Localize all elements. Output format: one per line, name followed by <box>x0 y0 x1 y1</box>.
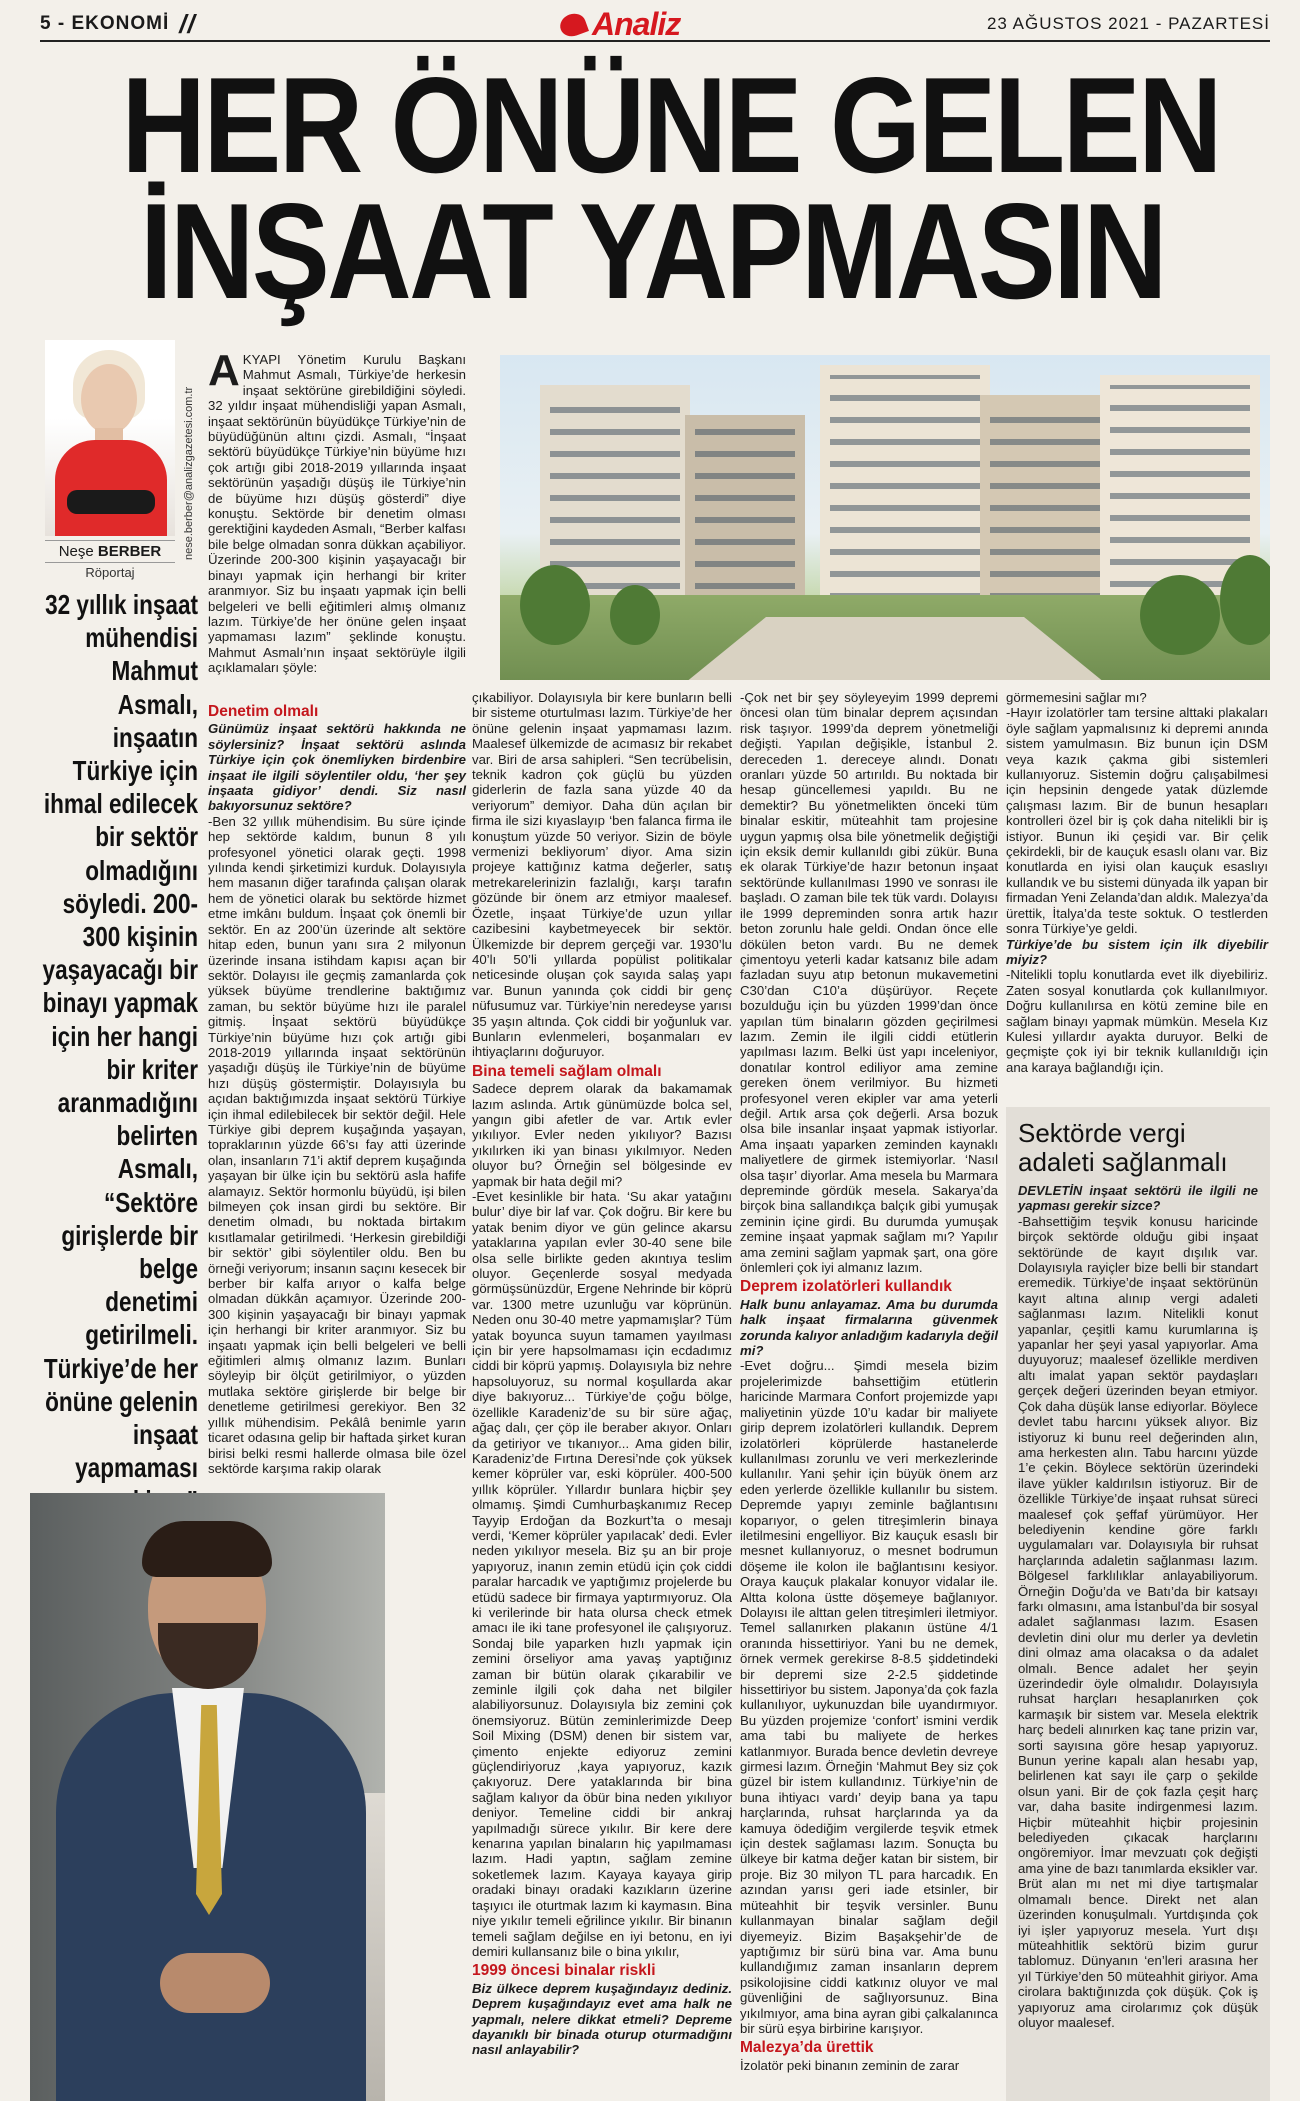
col2-paragraph-2: Sadece deprem olarak da bakamamak lazım aslında. Artık günümüzde bolca sel, yangın gibi afetler de var. Artık evler yıkılıyor. Evler neden yıkılıyor? Bazısı yıkılırken iki yan binası yıkılmıyor. Neden oluyor bu? Örneğin sel bölgesinde ev yapmak bir hata değil mi? <box>472 1081 732 1189</box>
sidebar-answer: -Bahsettiğim teşvik konusu haricinde birçok sektörde olduğu gibi inşaat sektöründe de kayıt dışılık var. Dolayısıyla rayiçler bize belli bir standart eremedik. Türkiye’de inşaat sektörünün kayıt altına alınıp vergi adaleti sağlanması lazım. Nitelikli konut yapanlar, çeşitli kamu kurumlarına iş yapanlar her şeyi yasal yapıyorlar. Ama duyuyoruz; maalesef özellikle merdiven altı imalat yapan sektör paydaşları gerçek değeri üzerinden beyan etmiyor. Çok daha düşük lanse ediyorlar. Böylece devlet tabu harcını yüksek alıyor. Biz istiyoruz ki bunu reel değerinden alın, ama herkesten alın. Tabu harcını yüzde 1’e çekin. Böylece sektörün üzerindeki ilave yükler kaldırılsın istiyoruz. Bir de özellikle Türkiye’de inşaat ruhsat süreci maalesef çok şeffaf yürümüyor. Her belediyenin kendine göre farklı uygulamaları var. Dolayısıyla bir ruhsat harçlarında adaletin sağlanması lazım. Bölgesel farklılıklar anlayabiliyorum. Örneğin Doğu’da ve Batı’da bir katsayı farkı olmasını, ama İstanbul’da bir sosyal adalet sağlanması lazım. Esasen devletin dini olur mu derler ya devletin dini olmaz ama olacaksa o da adalet olmalı. Bence adalet her şeyin üzerindedir öyle olmalıdır. Dolayısıyla ruhsat harçları hesaplanırken çok karmaşık bir sistem var. Mesela elektrik harç bedeli alınırken kaç tane prizin var, sorti sayısına göre hesap yapıyoruz. Bunun yerine kapalı alan hesabı yap, belirlenen kat sayı ile çarp o şekilde olsun yani. Bir de çok fazla çeşit harç var, daha basite indirgenmesi lazım. Hiçbir müteahhit hiçbir projesinin belediyeden çıkacak harçlarını ongöremiyor. İmar mevzuatı çok değişti ama yine de bazı tanımlarda eksikler var. Brüt alan mı net mi diye tartışmalar olmamalı bence. Direkt net alan üzerinden konuşulmalı. Yurtdışında çok iyi işler yapıyoruz mesela. Yurt dışı müteahhitlik sektörü bizim gurur tablomuz. Dünyanın ‘en’leri arasına her yıl Türkiye’den 50 müteahhit giriyor. Ama cirolara baktığınızda çok düşük. Çok iş yapıyoruz ama cirolarımız çok düşük oluyor maalesef. <box>1018 1213 1258 2030</box>
col2-paragraph-1: çıkabiliyor. Dolayısıyla bir kere bunların belli bir sisteme oturtulması lazım. Türkiye’de her önüne gelenin inşaat yapmaması lazım. Maalesef ülkemizde de acımasız bir rekabet var. Biri de arsa sahipleri. “Sen tecrübelisin, teknik kadron çok güçlü bu yüzden giderlerin de fazla sana yüzde 40 da veriyorum” demiyor. Daha dün açılan bir firma ile sizi kıyaslayıp ‘ben falanca firma ile konuştum yüzde 50 veriyor. Sizin de böyle vermenizi bekliyorum’ diyor. Ama sizin projeye kattığınız katma değerler, satış metrekarelerinizin fazlalığı, karşı tarafın gözünde bir önem arz etmiyor maalesef. Özetle, inşaat Türkiye’de uzun yıllar cazibesini kaybetmeyecek bir sektör. Ülkemizde bir deprem gerçeği var. 1930’lu 40’lı 50’li yıllarda popülist politikalar neticesinde oluşan çok sayıda salaş yapı var. Bunun yanında çok ciddi bir genç nüfusumuz var. Türkiye’nin neredeyse yarısı 35 yaşın altında. Çok ciddi bir yoğunluk var. Bunların evlenmeleri, boşanmaları ev ihtiyaçlarını doğuruyor. <box>472 690 732 1060</box>
subhead-bina-temeli: Bina temeli sağlam olmalı <box>472 1062 662 1080</box>
reporter-email: nese.berber@analizgazetesi.com.tr <box>183 386 195 560</box>
spot-quote: 32 yıllık inşaat mühendisi Mahmut Asmalı, inşaatın Türkiye için ihmal edilecek bir sektör olmadığını söyledi. 200-300 kişinin yaşayacağı bir binayı yapmak için her hangi bir kriter aranmadığını belirten Asmalı, “Sektöre girişlerde bir belge denetimi getirilmeli. Türkiye’de her önüne gelenin inşaat yapmaması <box>42 589 198 1484</box>
section-name: 5 - EKONOMİ <box>40 13 170 34</box>
column-3 <box>740 690 998 2073</box>
col3-paragraph-3: İzolatör peki binanın zeminin de zarar <box>740 2057 960 2073</box>
subhead-1999: 1999 öncesi binalar riskli <box>472 1962 656 1980</box>
project-rendering-image <box>500 355 1270 680</box>
reporter-first-name: Neşe <box>58 543 94 560</box>
answer-1: -Ben 32 yıllık mühendisim. Bu süre içinde hep sektörde kaldım, bunun 8 yılı profesyonel yönetici olarak geçti. 1998 yılında kendi şirketimizi kurduk. Dolayısıyla hem masanın diğer tarafında çalışan olarak hem de yönetici olarak bu sektörde hizmet etme imkânı buldum. İnşaat çok önemli bir sektör. En az 200’ün üzerinde alt sektöre hitap eden, bunun yanı sıra 2 milyonun üzerinde insana istihdam kapısı açan bir sektör. Dolayısı ile geçmiş zamanlarda çok yüksek büyüme trendlerine baktığımız zaman, bu sektör büyüme hızı ile paralel gitmiş. İnşaat sektörü büyüdükçe Türkiye’nin büyüme hızı çok artığı gibi 2018-2019 yıllarında inşaat sektörünün yaşadığı düşüş ile Türkiye’nin de büyüme hızı düşüş göstermiştir. Dolayısıyla bu açıdan baktığımızda inşaat sektörü Türkiye için ihmal edilebilecek bir sektör değil. Hele Türkiye gibi deprem kuşağında yaşayan, topraklarının yüzde 66’sı fay atti üzerinde olan, insanların 71’i aktif deprem kuşağında yaşayan bir ülke için bu sektörü asla hafife alamayız. Sektör hormonlu büyüdü, işi bilen bilmeyen çok insan girdi bu sektöre. Bir denetim olmadı, bu noktada birtakım kısıtlamalar getirilmedi. ‘Herkesin girebildiği bir sektör’ gibi söylentiler oldu. Ben bu örneği veriyorum; insanın saçını kesecek bir berber bir kalfa arıyor o kalfa belge olmadan dükkân açamıyor. Üzerinde 200-300 kişinin yaşayacağı bir binayı yapmak için herhangi bir kriter aranmıyor. Siz bu inşaatı yapmak için belli belgeleri ve belli eğitimleri almış olmanız lazım. Bunları söyleyip bir ölçüt getirilmiyor, o yüzden mutlaka sektöre girişlerde bir belge bir denetleme getirilmesi gerekiyor. Ben 32 yıllık mühendisim. Pekâlâ benimle yarın ticaret odasına gelip bir haftada şirket kuran birisi belki resmi hallerde olmasa bile özel sektörde karşıma rakip olarak <box>208 813 466 1476</box>
col3-paragraph-2: -Evet doğru... Şimdi mesela bizim projelerimizde bahsettiğim etütlerin haricinde Marmara Confort projemizde yapı maliyetinin yüzde 10’u kadar bir maliyete girip deprem izolatörleri kullandık. Deprem izolatörleri köprülerde hastanelerde kullanılması zorunlu ve veri merkezlerinde kullanılır. Yani şehir için büyük önem arz eden yerlerde özellikle kullanılır bu sistem. Depremde yapıyı zeminle bağlantısını koparıyor, o gelen titreşimlerin binaya iletilmesini engelliyor. Biz kauçuk esaslı bir mesnet kullanıyoruz, o mesnet bodrumun döşeme ile kolon ile bağlantısını kesiyor. Oraya kauçuk plakalar konuyor vidalar ile. Altta kolona üstte döşemeye bağlanıyor. Dolayısı ile alttan gelen titreşimleri iletmiyor. Temel sallanırken plakanın üstüne 4/1 oranında hissettiriyor. Yani bu ne demek, örnek vermek gerekirse 8-8.5 şiddetindeki bir depremi size 2-2.5 şiddetinde hissettiriyor bu sistem. Japonya’da çok fazla kullanılıyor, uykunuzdan bile uyandırmıyor. Bu yüzden projemize ‘confort’ ismini verdik ama tabi bu maliyete de herkes katlanmıyor. Burada bence devletin devreye girmesi lazım. Örneğin ‘Mahmut Bey siz çok güzel bir istem kullandınız. Türkiye’nin de buna ihtiyacı vardı’ deyip bana ya tapu harçlarında, ruhsat harçlarında ya da kamuya ödediğim vergilerde teşvik etmek için destek sağlaması lazım. Sonuçta bu ülkeye bir katma değer katan bir sistem, bir proje. Biz 30 milyon TL para harcadık. En azından yarısı geri iade etsinler, bir müteahhit bir teşvik versinler. Bunu kullanmayan binalar sağlam değil diyemeyiz. Bizim Başakşehir’de de yaptığımız bir sürü bina var. Ama bunu kullandığımız zaman insanların deprem psikolojisine ciddi katkınız oluyor ve mal güvenliğini de sağlıyorsunuz. Bina yıkılmıyor, ama bina ayran gibi çalkalanınca bir sürü eşya birbirine karışıyor. <box>740 1358 998 2036</box>
intro-text: KYAPI Yönetim Kurulu Başkanı Mahmut Asmalı, Türkiye’de herkesin inşaat sektörüne girebildiğini söyledi. 32 yıldır inşaat mühendisliği yapan Asmalı, inşaat sektörünün büyüdükçe Türkiye’nin de büyüdüğünün altını çizdi. Asmalı, “İnşaat sektörü büyüdükçe Türkiye’nin büyüme hızı çok artığı gibi 2018-2019 yıllarında inşaat sektörünün yaşadığı düşüş ile Türkiye’nin de büyüme hızı düşüş gösterdi” diye konuştu. Sektörde bir denetim olması gerektiğini kaydeden Asmalı, “Berber kalfası bile belge olmadan sonra dükkan açabiliyor. Üzerinde 200-300 kişinin yaşayacağı bir binayı yapmak için herhangi bir kriter aranmıyor. Siz bu inşaatı yapmak için belli belgeleri ve belli eğitimleri almış olmanız lazım. Türkiye’de her önüne gelen inşaat yapmaması lazım” şeklinde konuştu. Mahmut Asmalı’nın inşaat sektörüyle ilgili açıklamaları şöyle: <box>208 352 466 676</box>
column-2 <box>472 690 732 2058</box>
sidebar-title: Sektörde vergi adaleti sağlanmalı <box>1018 1118 1228 1177</box>
headline <box>121 49 1220 327</box>
section-slashes: // <box>179 8 196 39</box>
subhead-izolator: Deprem izolatörleri kullandık <box>740 1278 952 1296</box>
subhead-malezya: Malezya’da ürettik <box>740 2039 874 2057</box>
question-ilk: Türkiye’de bu sistem için ilk diyebilir miyiz? <box>1006 936 1268 967</box>
question-1: Günümüz inşaat sektörü hakkında ne söylersiniz? İnşaat sektörü aslında Türkiye için çok önemliyken birdenbire inşaat ile ilgili söylentiler oldu, ‘her şey inşaata gidiyor’ dendi. Siz nasıl bakıyorsunuz sektöre? <box>208 721 466 814</box>
question-izolator: Halk bunu anlayamaz. Ama bu durumda halk inşaat firmalarına güvenmek zorunda kalıyor anladığım kadarıyla değil mi? <box>740 1296 998 1359</box>
reporter-role: Röportaj <box>45 562 175 580</box>
col4-paragraph-2: -Hayır izolatörler tam tersine alttaki plakaları öyle sağlam yapmalısınız ki depremi anında sistem yamulmasın. Biz bunun için DSM veya kazık çakma gibi sistemleri kullanıyoruz. Sistemin doğru çalışabilmesi için hepsinin dengede yatak düzlemde çalışması lazım. Bir de bunun hesapları kontrolleri özel bir iş çok daha nitelikli bir iş istiyor. Bunun iki çeşidi var. Bir çelik çekirdekli, bir de kauçuk esaslı olanı var. Biz konutlarda en iyisi olan kauçuk esaslıyı kullandık ve bu sistemi dünyada ilk yapan bir firmadan Yeni Zelanda’dan aldık. Malezya’da ürettik, İtalya’da teste soktuk. O testlerden sonra Türkiye’ye geldi. <box>1006 705 1268 937</box>
reporter-photo <box>45 340 175 536</box>
brand-name: Analiz <box>592 6 681 42</box>
headline-line-2: İNŞAAT YAPMASIN <box>140 175 1165 327</box>
column-4 <box>1006 690 1268 1075</box>
col4-paragraph-3: -Nitelikli toplu konutlarda evet ilk diyebiliriz. Zaten sosyal konutlarda çok kullanılmıyor. Doğru kullanılırsa en kötü zemine bile en sağlam binayı yapmak mümkün. Mesela Kız Kulesi yıllardır ayakta duruyor. Belki de geçmişte çok iyi bir teknik kullanıldığı için ana karaya bağlandığı için. <box>1006 967 1268 1075</box>
question-1999: Biz ülkece deprem kuşağındayız dediniz. Deprem kuşağındayız evet ama halk ne yapmalı, nelere dikkat etmeli? Depreme dayanıklı bir binada oturup oturmadığını nasıl anlayabilir? <box>472 1980 732 2058</box>
sidebar-text <box>1018 1183 1258 2030</box>
sidebar-box <box>1006 1107 1270 2101</box>
logo-mark-icon <box>557 10 589 40</box>
interviewee-photo <box>30 1493 385 2101</box>
reporter-last-name: BERBER <box>97 543 162 560</box>
section-label <box>40 9 196 40</box>
intro-column <box>208 346 466 676</box>
col2-paragraph-3: -Evet kesinlikle bir hata. ‘Su akar yatağını bulur’ diye bir laf var. Çok doğru. Bir kere bu yatak benim diyor ve gün gelince akarsu yataklarına yapılan evler 30-40 sene bile olsa selle birlikte geden akıntıya teslim oluyor. Geçenlerde sosyal medyada görmüşsünüzdür, Ergene Nehrinde bir köprü var. 1300 metre uzunluğu var köprünün. Neden onu 30-40 metre yapmamışlar? Tüm yatak boyunca suyun tamamen yayılması için bir yere hapsolmaması için ecdadımız ciddi bir köprü yapmış. Dolayısıyla biz nehre hapsoluyoruz, su normal koşullarda akar diye bakıyoruz... Türkiye’de çoğu bölge, özellikle Karadeniz’de su bir süre ağaç, ağaç dalı, çer çöp ile beraber akıyor. Onları da getiriyor ve tıkanıyor... Ama giden bilir, Karadeniz’de Fırtına Deresi’nde çok yüksek kemer köprüler var, eski köprüler. 400-500 yıllık köprüler. Yıllardır bunlara hiçbir şey olmamış. Şimdi Cumhurbaşkanımız Recep Tayyip Erdoğan da Bozkurt’ta o mesajı verdi, ‘Kemer köprüler yapılacak’ dedi. Evler neden yıkılıyor mesela. Biz şu an bir proje yapıyoruz, inanın zemin etüdü için çok ciddi paralar harcadık ve yaptığımız projelerde bu etüdü sadece bir firmaya yaptırmıyoruz. Ola ki verilerinde bir hata olursa check etmek amacı ile iki tane profesyonel ile çalışıyoruz. Sondaj bile yaparken hızlı yapmak için zemini örseliyor ama yavaş yaptığınız zaman bir bütün olarak çıkarabilir ve zeminle ilgili çok daha net bilgiler alabiliyorsunuz. Dolayısıyla biz zemini çok önemsiyoruz. Bütün zeminlerimizde Deep Soil Mixing (DSM) denen bir sistem var, çimento enjekte ediyoruz zemini güçlendiriyoruz ,kaya yapıyoruz, kazık çakıyoruz. Dere yataklarında bir bina sağlam kalıyor da öbür bina neden yıkılıyor deniyor. Temeline ciddi bir ankraj yapılmadığı sürece yıkılır. Bir kere dere kenarına yapılan binaların hiç yapılmaması lazım. Hadi yaptın, sağlam zemine soketlemek lazım. Kayaya kayaya girip oradaki binayı oradaki kazıkların üzerine taşıyıcı ile oturtmak lazım ki kaymasın. Bina niye yıkılır temeli eğrilince yıkılır. Bir binanın temeli sağlam değilse en iyi betonu, en iyi demiri kullansanız bile o bina yıkılır, <box>472 1189 732 1959</box>
issue-date: 23 AĞUSTOS 2021 - PAZARTESİ <box>986 14 1270 33</box>
reporter-box <box>45 340 195 580</box>
dropcap: A <box>208 346 240 395</box>
column-1 <box>208 700 466 1476</box>
brand-logo <box>560 6 680 43</box>
col3-paragraph-1: -Çok net bir şey söyleyeyim 1999 depremi öncesi olan tüm binalar deprem açısından risk taşıyor. 1999’da deprem yönetmeliği değişti. Yapılan değişikle, İstanbul 2. dereceden 1. dereceye alındı. Donatı oranları yüzde 50 artırıldı. Bu noktada bir hesap güncellemesi yapıldı. Bu ne demektir? Bu yönetmelikten önceki tüm binalar eskitir, müteahhit tam projesine uygun yapmış olsa bile yönetmelik değiştiği için eksik demir kullanıldı gibi zükür. Buna ek olarak Türkiye’de hazır betonun inşaat sektöründe kullanılması 1990 ve sonrası ile başladı. O zaman bile tek tük vardı. Dolayısı ile 1999 depreminden sonra artık hazır beton zorunlu hale geldi. Ondan önce elle dökülen beton vardı. Bu ne demek çimentoyu yeterli kadar katsanız bile adam fazladan suyu atıp betonun mukavemetini C30’dan C10’a düşürüyor. Reçete bozulduğu için bu yüzden 1999’dan önce yapılan tüm binaların gözden geçirilmesi lazım. Zemin ile ilgili ciddi etütlerin yapılması lazım. Belki üst yapı inceleniyor, donatılar kontrol ediliyor ama zemine gereken önem verilmiyor. Bu hizmeti profesyonel veren ekipler var ama yeterli değil. Artık arsa çok değerli. Arsa bozuk olsa bile insanlar inşaat yapmak istiyorlar. Ama inşaatı yaparken zeminden kaynaklı maliyetlere de girmek istemiyorlar. ‘Nasıl olsa taşır’ diyorlar. Ama mesela bu Marmara depreminde gördük mesela. Sakarya’da birçok bina sallandıkça balçık gibi yumuşak zeminin içine girdi. Bu durumda yumuşak zemine inşaat yapmak sağlam mı? Yapılır ama zemini sağlam yapmak şart, ona göre önlemleri çok iyi almanız lazım. <box>740 690 999 1276</box>
subhead-denetim: Denetim olmalı <box>208 703 319 720</box>
reporter-name <box>45 540 175 560</box>
col4-paragraph-1: görmemesini sağlar mı? <box>1006 690 1147 705</box>
headline-line-1: HER ÖNÜNE GELEN <box>121 49 1220 201</box>
sidebar-question: DEVLETİN inşaat sektörü ile ilgili ne yapması gerekir sizce? <box>1018 1183 1258 1214</box>
